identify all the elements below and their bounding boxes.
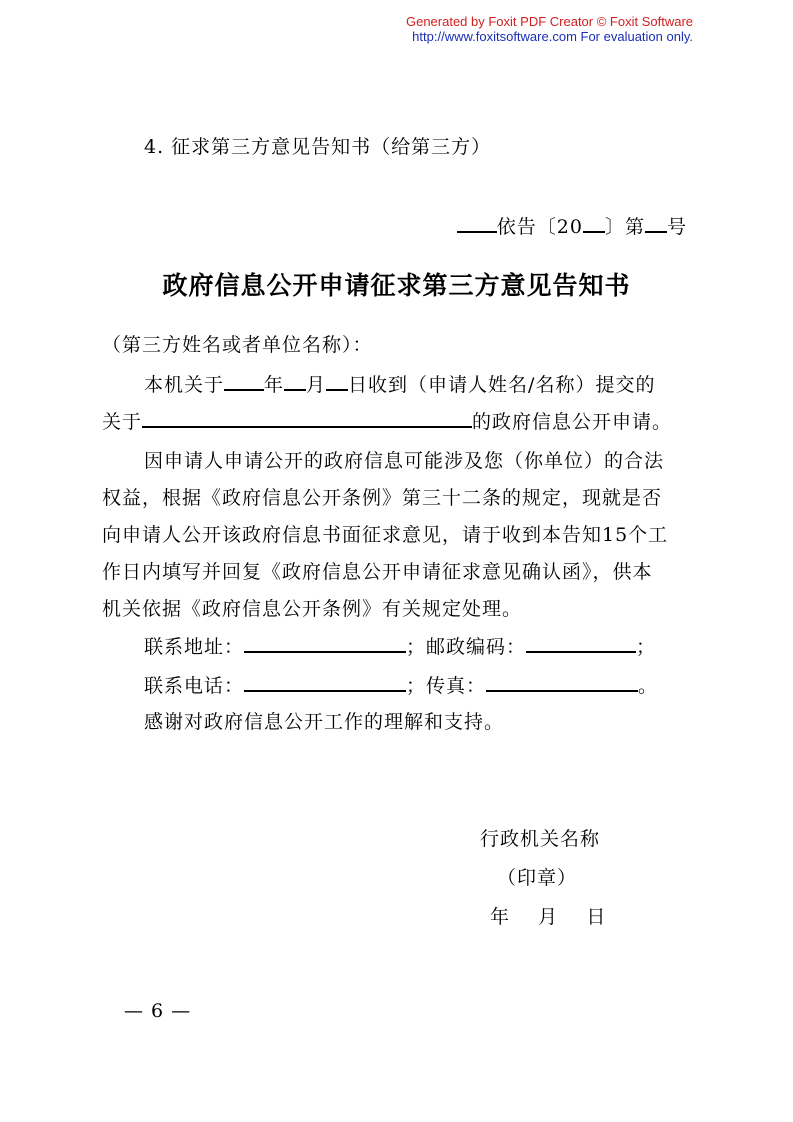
fax-label: ；传真： <box>406 675 487 697</box>
signature-date: 年 月 日 <box>490 906 607 928</box>
doc-number-blank-number <box>645 213 667 233</box>
signature-org: 行政机关名称 <box>480 828 601 850</box>
blank-month <box>284 371 306 391</box>
para1-line1 <box>144 370 655 397</box>
fax-end: 。 <box>638 675 659 697</box>
postcode-label: ；邮政编码： <box>406 636 527 658</box>
postcode-end: ； <box>636 636 657 658</box>
doc-number-blank-org <box>457 213 497 233</box>
para2-line4: 作日内填写并回复《政府信息公开申请征求意见确认函》，供本 <box>102 561 653 583</box>
para2-line2: 权益，根据《政府信息公开条例》第三十二条的规定，现就是否 <box>102 487 663 509</box>
para1-text-f: 的政府信息公开申请。 <box>472 411 673 433</box>
watermark-line-2: http://www.foxitsoftware.com For evaluation only. <box>412 29 693 44</box>
doc-number-part1: 依告〔20 <box>496 216 583 238</box>
watermark-line-1: Generated by Foxit PDF Creator © Foxit Software <box>405 14 693 29</box>
foxit-watermark <box>406 14 693 44</box>
fax-blank <box>486 672 638 692</box>
signature-seal: （印章） <box>497 867 578 889</box>
para1-text-b: 年 <box>264 374 285 396</box>
thanks-line: 感谢对政府信息公开工作的理解和支持。 <box>144 711 505 733</box>
para2-line1: 因申请人申请公开的政府信息可能涉及您（你单位）的合法 <box>144 450 665 472</box>
document-title: 政府信息公开申请征求第三方意见告知书 <box>162 271 631 300</box>
contact-address-line <box>144 632 656 659</box>
contact-phone-line <box>144 671 658 698</box>
blank-year <box>224 371 264 391</box>
para1-text-a: 本机关于 <box>144 374 225 396</box>
section-heading: 4. 征求第三方意见告知书（给第三方） <box>144 136 492 158</box>
para1-line2 <box>102 407 672 434</box>
page-number: — 6 — <box>124 1000 192 1022</box>
blank-subject <box>142 408 472 428</box>
document-number <box>457 212 687 239</box>
blank-day <box>326 371 348 391</box>
phone-label: 联系电话： <box>144 675 245 697</box>
para2-line3: 向申请人公开该政府信息书面征求意见，请于收到本告知15个工 <box>102 524 669 546</box>
postcode-blank <box>526 633 636 653</box>
address-label: 联系地址： <box>144 636 245 658</box>
para1-text-e: 关于 <box>102 411 143 433</box>
addressee: （第三方姓名或者单位名称）： <box>102 334 373 356</box>
para1-text-d: 日收到（申请人姓名/名称）提交的 <box>348 374 656 396</box>
para1-text-c: 月 <box>306 374 327 396</box>
doc-number-part2: 〕第 <box>604 216 645 238</box>
address-blank <box>244 633 406 653</box>
phone-blank <box>244 672 406 692</box>
para2-line5: 机关依据《政府信息公开条例》有关规定处理。 <box>102 598 523 620</box>
doc-number-blank-year <box>583 213 605 233</box>
doc-number-part3: 号 <box>666 216 687 238</box>
